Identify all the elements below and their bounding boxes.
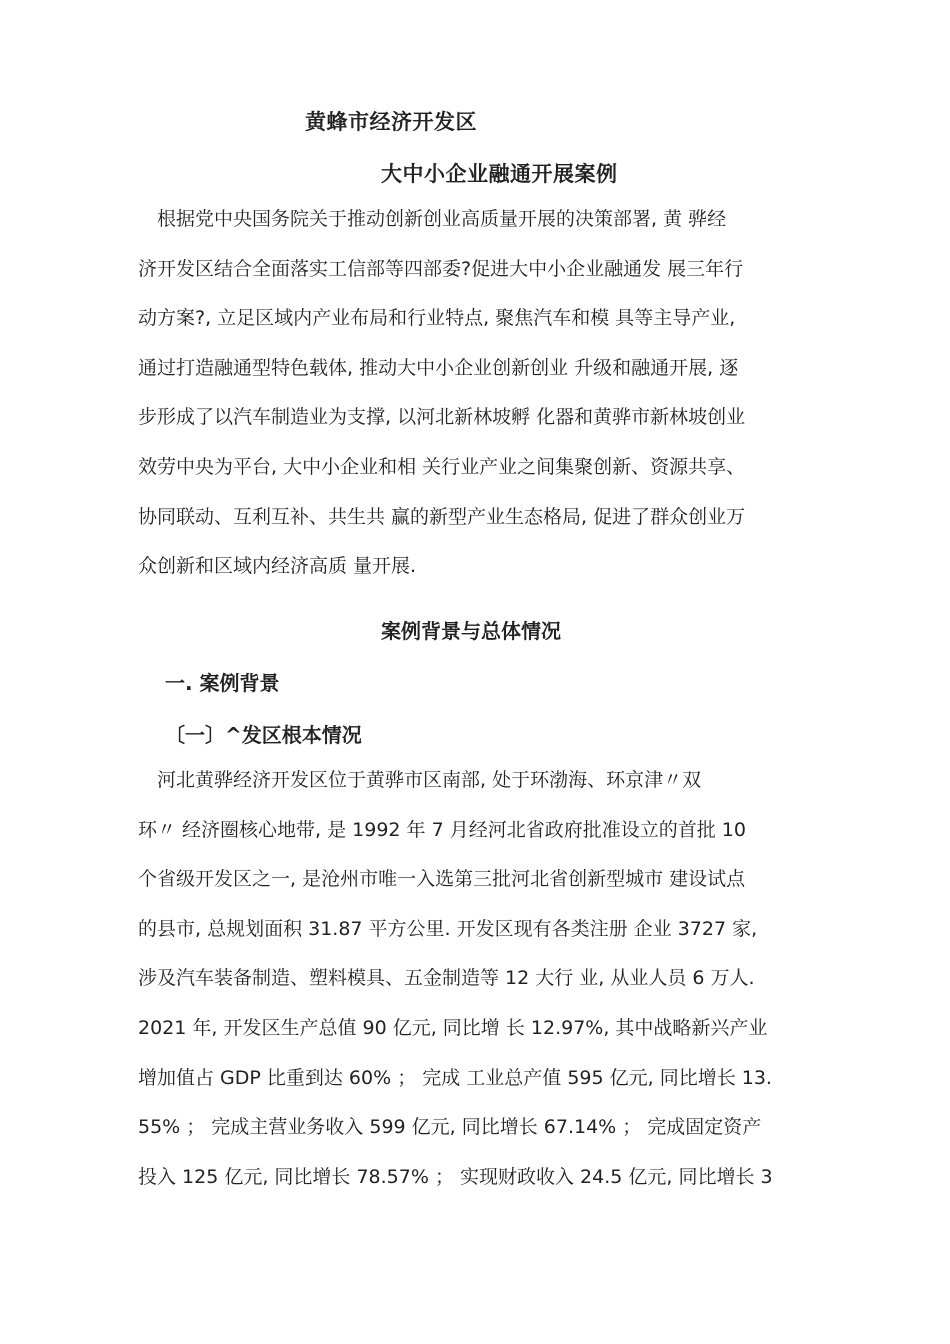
document-subtitle: 大中小企业融通开展案例 — [381, 162, 618, 186]
text-line: 55% ； 完成主营业务收入 599 亿元, 同比增长 67.14% ； 完成固定资产 — [138, 1116, 762, 1139]
text-line: 协同联动、互利互补、共生共 赢的新型产业生态格局, 促进了群众创业万 — [138, 505, 746, 528]
text-line: 个省级开发区之一, 是沧州市唯一入选第三批河北省创新型城市 建设试点 — [138, 868, 746, 891]
intro-paragraph — [138, 195, 838, 592]
text-line: 众创新和区域内经济高质 量开展. — [138, 555, 417, 578]
text-line: 投入 125 亿元, 同比增长 78.57% ； 实现财政收入 24.5 亿元, 同比增长 3 — [138, 1165, 773, 1188]
text-line: 涉及汽车装备制造、塑料模具、五金制造等 12 大行 业, 从业人员 6 万人. — [138, 967, 755, 990]
text-line: 2021 年, 开发区生产总值 90 亿元, 同比增 长 12.97%, 其中战略新兴产业 — [138, 1016, 768, 1039]
text-line: 的县市, 总规划面积 31.87 平方公里. 开发区现有各类注册 企业 3727 家, — [138, 917, 758, 940]
heading-level-2: 〔一〕^发区根本情况 — [165, 723, 362, 747]
text-line: 河北黄骅经济开发区位于黄骅市区南部, 处于环渤海、环京津〃双 — [138, 769, 702, 791]
body-paragraph — [138, 756, 838, 1202]
document-title: 黄蜂市经济开发区 — [305, 110, 477, 134]
section-title: 案例背景与总体情况 — [381, 619, 561, 643]
text-line: 环〃 经济圈核心地带, 是 1992 年 7 月经河北省政府批准设立的首批 10 — [138, 818, 746, 841]
text-line: 济开发区结合全面落实工信部等四部委?促进大中小企业融通发 展三年行 — [138, 257, 744, 280]
text-line: 动方案?, 立足区域内产业布局和行业特点, 聚焦汽车和模 具等主导产业, — [138, 307, 736, 330]
text-line: 通过打造融通型特色载体, 推动大中小企业创新创业 升级和融通开展, 逐 — [138, 356, 739, 379]
text-line: 效劳中央为平台, 大中小企业和相 关行业产业之间集聚创新、资源共享、 — [138, 455, 746, 478]
text-line: 步形成了以汽车制造业为支撑, 以河北新林坡孵 化器和黄骅市新林坡创业 — [138, 406, 746, 429]
heading-level-1: 一. 案例背景 — [165, 671, 280, 695]
text-line: 增加值占 GDP 比重到达 60% ； 完成 工业总产值 595 亿元, 同比增长 13. — [138, 1066, 772, 1089]
text-line: 根据党中央国务院关于推动创新创业高质量开展的决策部署, 黄 骅经 — [138, 208, 727, 230]
